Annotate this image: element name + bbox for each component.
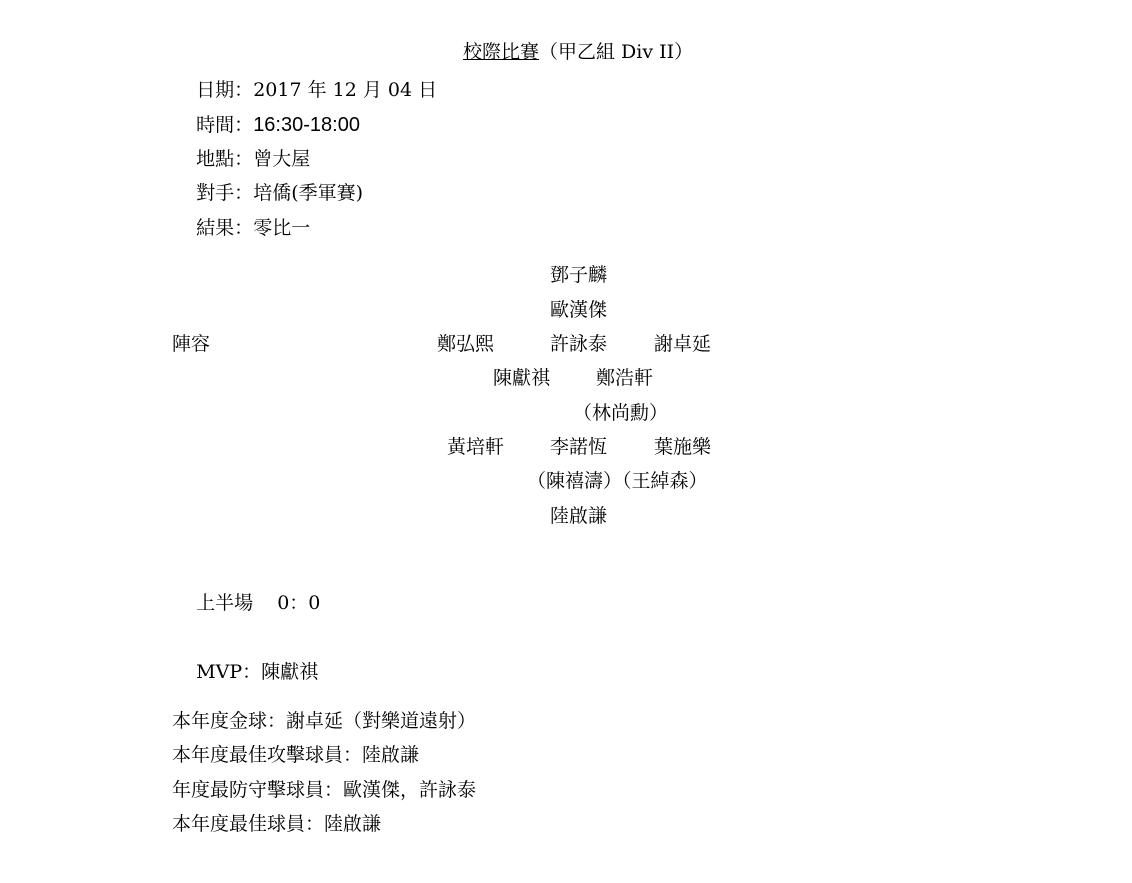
page-title xyxy=(0,24,1132,81)
award-line: 本年度最佳球員：陸啟謙 xyxy=(172,813,382,835)
result-label: 結果： xyxy=(196,217,254,239)
award-line: 本年度最佳攻擊球員：陸啟謙 xyxy=(172,744,420,766)
lineup-player: 李諾恆 xyxy=(550,436,608,458)
result-value: 零比一 xyxy=(253,217,311,239)
lineup-label: 陣容 xyxy=(172,333,211,355)
venue-label: 地點： xyxy=(196,148,254,170)
time-value: 16:30-18:00 xyxy=(253,114,360,136)
date-label: 日期： xyxy=(196,79,254,101)
opponent-label: 對手： xyxy=(196,182,254,204)
lineup-goalkeeper: 鄧子麟 xyxy=(550,264,608,286)
result-line xyxy=(172,200,310,257)
mvp-label: MVP： xyxy=(196,661,262,683)
award-line: 本年度金球：謝卓延（對樂道遠射） xyxy=(172,710,477,732)
date-value: 2017 年 12 月 04 日 xyxy=(253,79,438,101)
halftime-line xyxy=(172,575,320,632)
lineup-player: 許詠泰 xyxy=(550,333,608,355)
lineup-player: 鄭弘熙 xyxy=(437,333,495,355)
lineup-substitute: （林尚勳） xyxy=(573,402,669,424)
lineup-player: 陳獻祺 xyxy=(493,367,551,389)
title-suffix: （甲乙組 Div II） xyxy=(539,41,694,63)
halftime-score: 0：0 xyxy=(277,592,321,614)
lineup-player: 葉施樂 xyxy=(654,436,712,458)
time-label: 時間： xyxy=(196,114,254,136)
mvp-value: 陳獻祺 xyxy=(261,661,319,683)
lineup-row-8: 陸啟謙 xyxy=(550,505,608,527)
title-main: 校際比賽 xyxy=(463,41,540,63)
halftime-label: 上半場 xyxy=(196,592,254,614)
opponent-value: 培僑(季軍賽) xyxy=(253,182,364,204)
lineup-player: 鄭浩軒 xyxy=(596,367,654,389)
lineup-row-2: 歐漢傑 xyxy=(550,299,608,321)
award-line: 年度最防守擊球員：歐漢傑，許詠泰 xyxy=(172,779,477,801)
venue-value: 曾大屋 xyxy=(253,148,311,170)
lineup-player: 黃培軒 xyxy=(447,436,505,458)
lineup-player: 謝卓延 xyxy=(654,333,712,355)
mvp-line xyxy=(172,644,318,701)
lineup-substitutes: （陳禧濤）（王綽森） xyxy=(527,470,708,492)
